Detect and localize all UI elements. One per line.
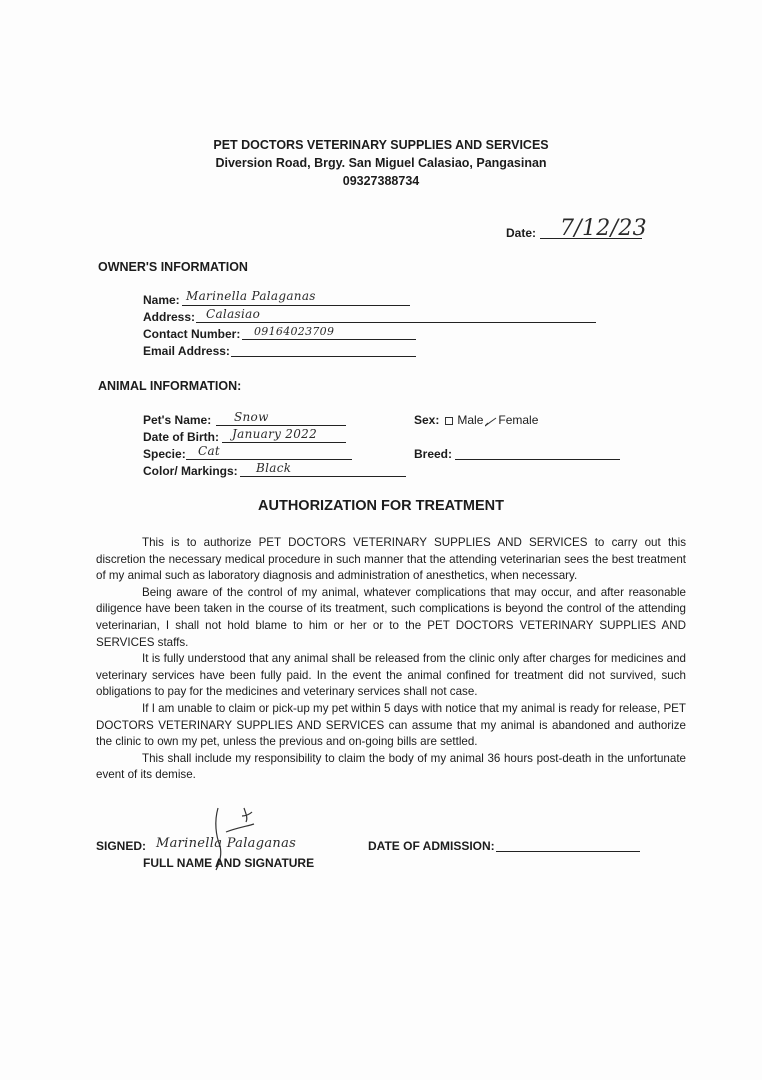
dob-label: Date of Birth: [143,430,219,444]
admission-date-label: DATE OF ADMISSION: [368,839,495,853]
business-name: PET DOCTORS VETERINARY SUPPLIES AND SERVICES [213,138,549,152]
animal-section-title: ANIMAL INFORMATION: [98,379,242,393]
authorization-paragraph: This shall include my responsibility to claim the body of my animal 36 hours post-death in the unfortunate event of its demise. [96,751,686,782]
color-value: Black [256,461,292,475]
specie-value: Cat [198,444,221,458]
owner-name-value: Marinella Palaganas [186,289,316,303]
sex-label: Sex: [414,413,440,427]
authorization-title: AUTHORIZATION FOR TREATMENT [258,498,504,514]
sex-male-option[interactable]: Male [457,413,484,427]
owner-address-label: Address: [143,310,196,324]
authorization-paragraph: Being aware of the control of my animal, whatever complications that may occur, and after reasonable diligence have been taken in the course of its treatment, such complications is beyond the control of the attending veterinarian, I shall not hold blame to him or her or to the PET DOCTORS VETERINARY SUPPLIES AND SERVICES staffs. [96,585,686,649]
owner-contact-line[interactable] [242,339,416,340]
owner-name-line[interactable] [182,305,410,306]
owner-email-line[interactable] [231,356,416,357]
pet-name-label: Pet's Name: [143,413,212,427]
pet-name-line[interactable] [216,425,346,426]
authorization-paragraph: If I am unable to claim or pick-up my pet within 5 days with notice that my animal is ready for release, PET DOCTORS VETERINARY SUPPLIES AND SERVICES can assume that my animal is abandoned and authorize the clinic to own my pet, unless the previous and on-going bills are settled. [96,701,686,749]
breed-label: Breed: [414,447,453,461]
authorization-paragraph: It is fully understood that any animal shall be released from the clinic only after charges for medicines and veterinary services have been fully paid. In the event the animal confined for treatment did not survived, such obligations to pay for the medicines and veterinary services shall not case. [96,652,686,699]
sex-field [414,413,538,427]
pet-name-value: Snow [234,410,269,424]
owner-contact-value: 09164023709 [254,325,335,338]
date-label: Date: [506,226,537,240]
color-label: Color/ Markings: [143,464,238,478]
admission-date-line[interactable] [496,851,640,852]
specie-label: Specie: [143,447,186,461]
owner-address-line[interactable] [196,322,596,323]
business-phone: 09327388734 [342,174,420,188]
authorization-paragraph: This is to authorize PET DOCTORS VETERINARY SUPPLIES AND SERVICES to carry out this discretion the necessary medical procedure in such manner that the attending veterinarian sees the best treatment of my animal such as laboratory diagnosis and administration of anesthetics, when necessary. [96,536,686,583]
authorization-body [96,535,686,784]
owner-address-value: Calasiao [206,307,261,321]
sex-female-check-mark [485,416,497,426]
dob-value: January 2022 [232,427,318,441]
signed-value: Marinella Palaganas [156,836,297,851]
color-line[interactable] [240,476,406,477]
sex-checkbox[interactable] [445,417,453,425]
owner-email-label: Email Address: [143,344,230,358]
breed-line[interactable] [455,459,620,460]
business-address: Diversion Road, Brgy. San Miguel Calasiao, Pangasinan [215,156,547,170]
sex-female-option[interactable]: Female [498,413,539,427]
signature-caption: FULL NAME AND SIGNATURE [143,856,315,870]
specie-line[interactable] [186,459,352,460]
dob-line[interactable] [222,442,346,443]
owner-name-label: Name: [143,293,180,307]
owner-contact-label: Contact Number: [143,327,241,341]
owner-section-title: OWNER'S INFORMATION [98,260,248,274]
signed-label: SIGNED: [96,839,147,853]
date-value: 7/12/23 [560,216,647,241]
